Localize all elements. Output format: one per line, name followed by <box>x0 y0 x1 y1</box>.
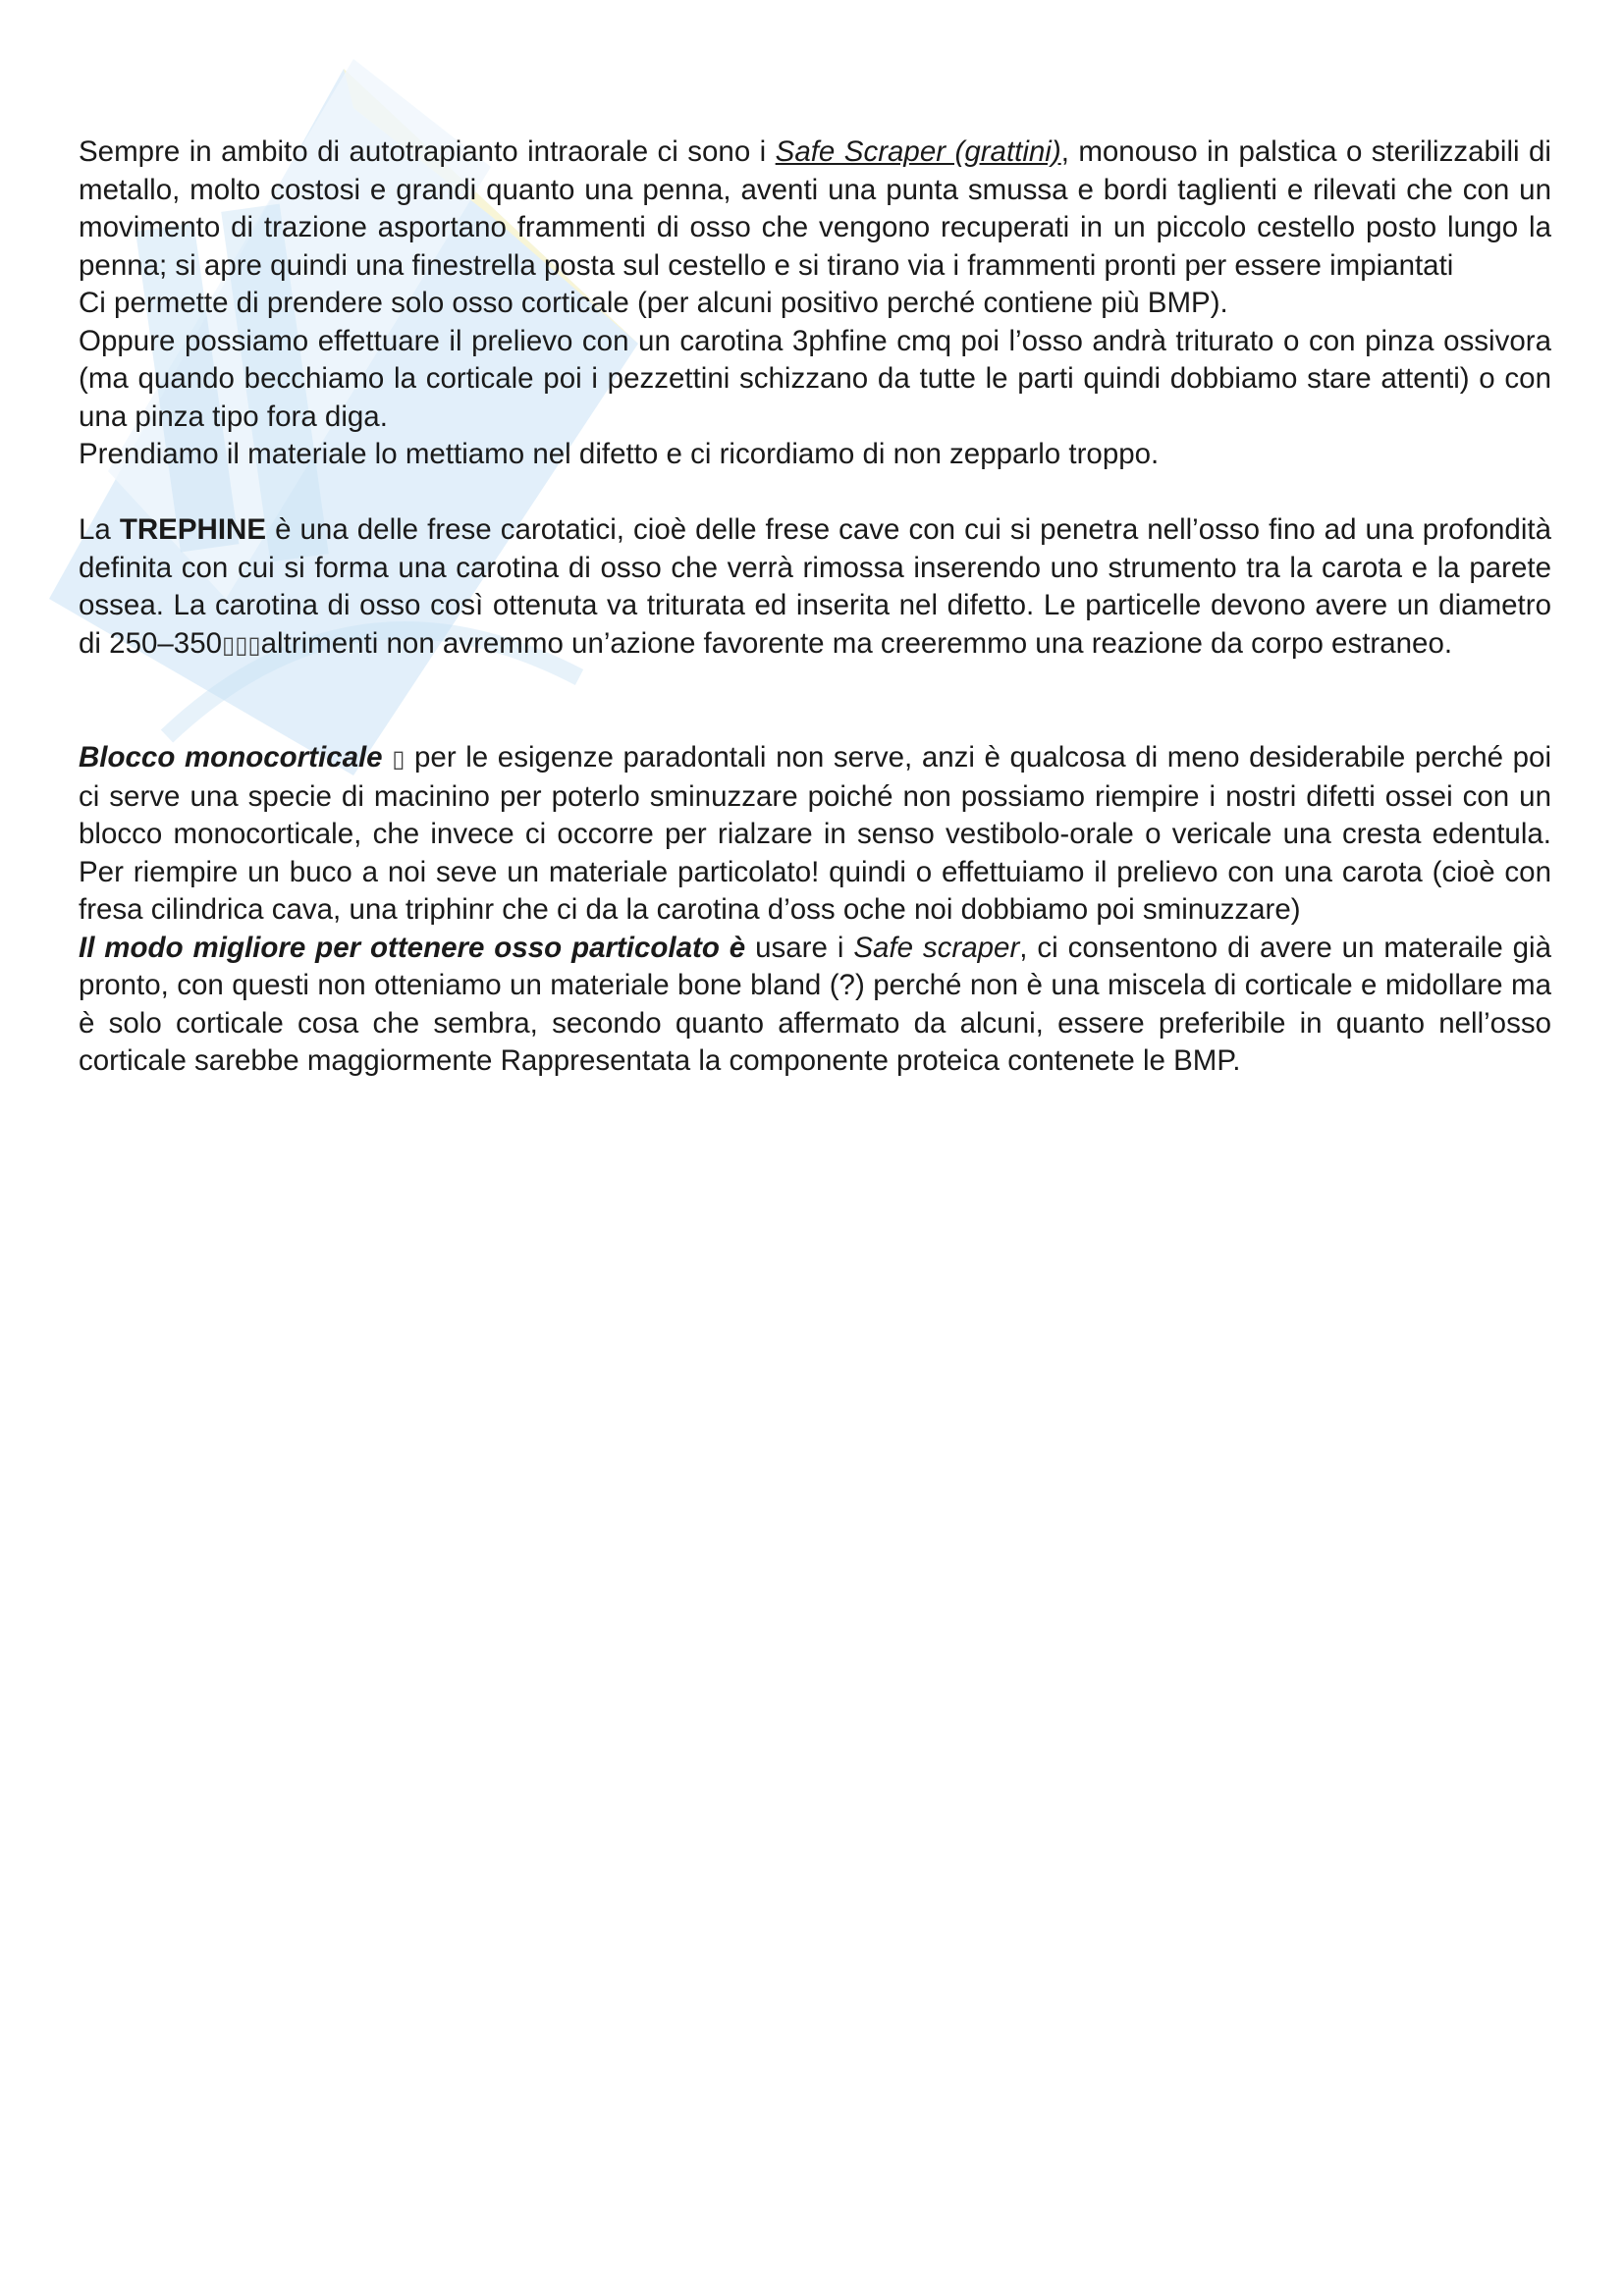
paragraph-text: usare i <box>745 931 854 964</box>
paragraph-trephine <box>79 511 1551 664</box>
paragraph-text: , ci consentono di avere un materaile già pronto, con questi non otteniamo un materiale bone bland (?) perché non è una miscela di corticale e midollare ma è solo corticale cosa che sembra, secondo quanto affermato da alcuni, essere preferibile in quanto nell’osso corticale sarebbe maggiormente Rappresentata la componente proteica contenete le BMP. <box>79 931 1552 1077</box>
term-trephine: TREPHINE <box>119 513 267 546</box>
term-safe-scraper: Safe scraper <box>853 931 1020 964</box>
paragraph-carotina: Oppure possiamo effettuare il prelievo con un carotina 3phfine cmq poi l’osso andrà triturato o con pinza ossivora (ma quando becchiamo la corticale poi i pezzettini schizzano da tutte le parti quindi dobbiamo stare attenti) o con una pinza tipo fora diga. <box>79 324 1551 433</box>
document-body <box>79 133 1551 1081</box>
paragraph-blocco <box>79 739 1551 930</box>
missing-glyph-icon: ▯ <box>392 745 406 773</box>
paragraph-safe-scraper <box>79 133 1551 285</box>
term-modo-migliore: Il modo migliore per ottenere osso particolato è <box>79 931 746 964</box>
paragraph-text: è una delle frese carotatici, cioè delle frese cave con cui si penetra nell’osso fino ad una profondità definita con cui si forma una carotina di osso che verrà rimossa inserendo uno strumento tra la carota e la parete ossea. La carotina di osso così ottenuta va triturata ed inserita nel difetto. Le particelle devono avere un diametro di 250–350 <box>79 513 1551 660</box>
spacer <box>79 664 1551 739</box>
paragraph-text: altrimenti non avremmo un’azione favorente ma creeremmo una reazione da corpo estraneo. <box>260 626 1453 660</box>
paragraph-modo-migliore <box>79 930 1551 1081</box>
paragraph-text: Sempre in ambito di autotrapianto intraorale ci sono i <box>79 135 776 168</box>
paragraph-text: , monouso in palstica o sterilizzabili di metallo, molto costosi e grandi quanto una penna, aventi una punta smussa e bordi taglienti e rilevati che con un movimento di trazione asportano frammenti di osso che vengono recuperati in un piccolo cestello posto lungo la penna; si apre quindi una finestrella posta sul cestello e si tirano via i frammenti pronti per essere impiantati <box>79 135 1551 282</box>
paragraph-text: La <box>79 513 120 546</box>
paragraph-text: per le esigenze paradontali non serve, anzi è qualcosa di meno desiderabile perché poi ci serve una specie di macinino per poterlo sminuzzare poiché non possiamo riempire i nostri difetti ossei con un blocco monocorticale, che invece ci occorre per rialzare in senso vestibolo-orale o vericale una cresta edentula. Per riempire un buco a noi seve un materiale particolato! quindi o effettuiamo il prelievo con una carota (cioè con fresa cilindrica cava, una triphinr che ci da la carotina d’oss oche noi dobbiamo poi sminuzzare) <box>79 741 1552 926</box>
term-blocco-monocorticale: Blocco monocorticale <box>79 741 383 774</box>
paragraph-material: Prendiamo il materiale lo mettiamo nel difetto e ci ricordiamo di non zepparlo troppo. <box>79 438 1160 470</box>
term-safe-scraper: Safe Scraper (grattini) <box>775 135 1061 168</box>
paragraph-cortical: Ci permette di prendere solo osso corticale (per alcuni positivo perché contiene più BMP). <box>79 287 1228 319</box>
missing-glyph-icon: ▯▯▯ <box>222 630 261 659</box>
spacer <box>79 474 1551 512</box>
